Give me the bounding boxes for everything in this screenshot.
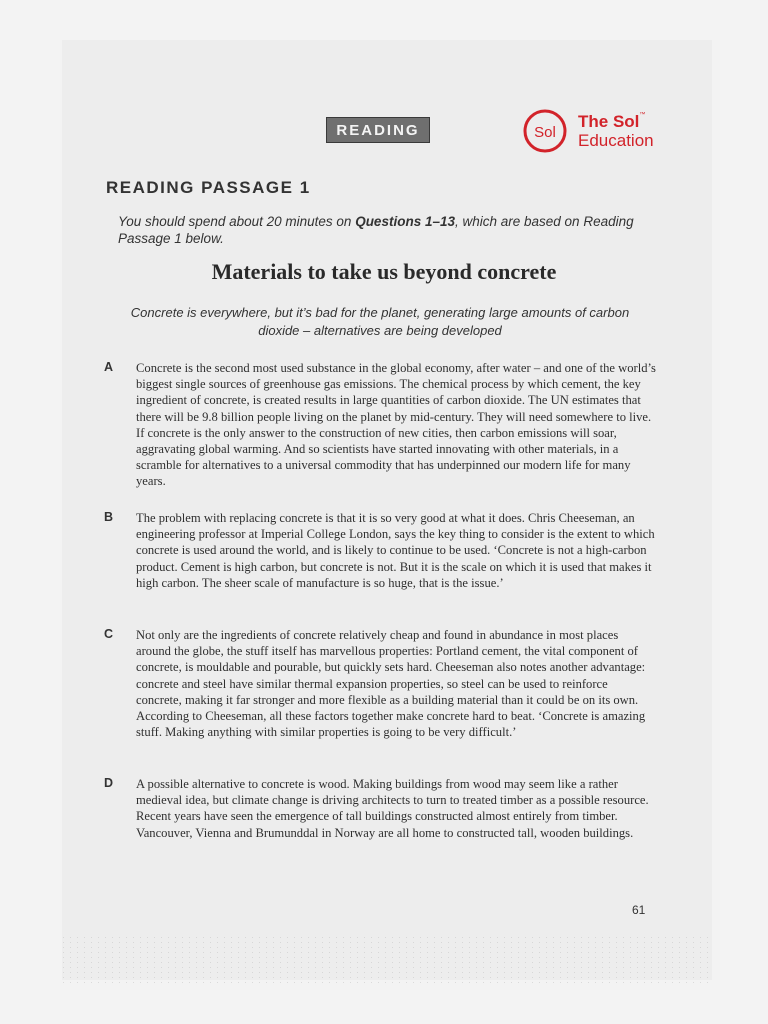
logo-name: The Sol™ (578, 112, 646, 131)
paragraph-text: Not only are the ingredients of concrete relatively cheap and found in abundance in most places around the globe, the stuff itself has marvellous properties: Portland cement, the vital component of concrete, is mouldable and pourable, but quickly sets hard. Cheeseman also notes another advantage: concrete and steel have similar thermal expansion properties, so steel can be used to reinforce concrete, making it far stronger and more flexible as a building material than it could be on its own. According to Cheeseman, all these factors together make concrete hard to beat. ‘Concrete is amazing stuff. Making anything with similar properties is going to be very difficult.’ (136, 628, 646, 740)
scan-noise (60, 935, 710, 985)
sol-logo-icon (522, 108, 568, 154)
page-number: 61 (632, 903, 646, 917)
article-subtitle: Concrete is everywhere, but it’s bad for the planet, generating large amounts of carbon dioxide – alternatives are being developed (130, 305, 630, 338)
sol-education-logo (522, 108, 672, 158)
paragraph-text: Concrete is the second most used substance in the global economy, after water – and one of the world’s biggest single sources of greenhouse gas emissions. The chemical process by which cement, the key ingredient of concrete, is created results in large quantities of carbon dioxide. The UN estimates that there will be 9.8 billion people living on the planet by mid-century. They will need somewhere to live. If concrete is the only answer to the construction of new cities, then carbon emissions will soar, aggravating global warming. And so scientists have started innovating with other materials, in a scramble for alternatives to a universal commodity that has underpinned our modern life for many years. (136, 361, 656, 489)
paragraph-letter: A (104, 360, 114, 374)
passage-heading: READING PASSAGE 1 (106, 178, 311, 197)
article-title: Materials to take us beyond concrete (211, 259, 557, 284)
logo-subtitle: Education (578, 131, 654, 150)
paragraph-letter: C (104, 627, 114, 641)
instruction-text: You should spend about 20 minutes on Questions 1–13, which are based on Reading Passage 1 below. (118, 214, 634, 246)
paragraph-text: The problem with replacing concrete is that it is so very good at what it does. Chris Cheeseman, an engineering professor at Imperial College London, says the key thing to consider is the extent to which concrete is used around the world, and is likely to continue to be used. ‘Concrete is not a high-carbon product. Cement is high carbon, but concrete is not. But it is the scale on which it is used that makes it high carbon. The sheer scale of manufacture is so huge, that is the issue.’ (136, 511, 655, 590)
logo-mark-text: Sol (534, 124, 556, 141)
paragraph-text: A possible alternative to concrete is wood. Making buildings from wood may seem like a rather medieval idea, but climate change is driving architects to turn to treated timber as a possible resource. Recent years have seen the emergence of tall buildings constructed almost entirely from timber. Vancouver, Vienna and Brumunddal in Norway are all home to constructed tall, wooden buildings. (136, 777, 649, 840)
questions-range: Questions 1–13 (355, 214, 455, 229)
section-label: READING (326, 117, 430, 143)
paragraph-letter: B (104, 510, 114, 524)
paragraph-letter: D (104, 776, 114, 790)
